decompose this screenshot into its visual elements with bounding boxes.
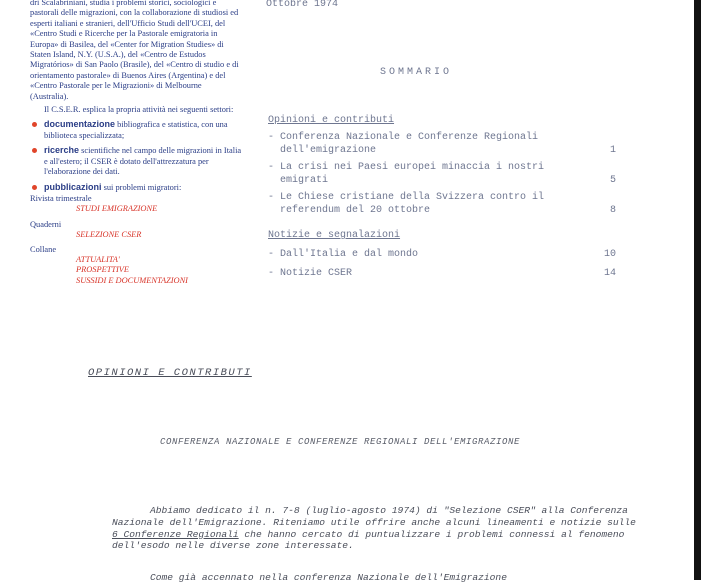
section-title: OPINIONI E CONTRIBUTI bbox=[88, 367, 252, 379]
issue-date: Ottobre 1974 bbox=[266, 0, 339, 10]
publication-collane bbox=[30, 245, 242, 255]
toc-entry-title: La crisi nei Paesi europei minaccia i nostri emigrati bbox=[280, 162, 545, 186]
toc-page-number: 10 bbox=[603, 249, 616, 260]
bullet-ricerche bbox=[30, 145, 242, 177]
bullet-dot-icon bbox=[32, 122, 37, 127]
sommario-heading: SOMMARIO bbox=[380, 67, 453, 78]
cser-info-column bbox=[30, 0, 242, 286]
bullet-keyword: ricerche bbox=[44, 145, 80, 156]
publication-label: Rivista trimestrale bbox=[30, 193, 92, 203]
publication-item: ATTUALITA' bbox=[76, 254, 120, 264]
publication-label: Quaderni bbox=[30, 219, 62, 229]
bullet-text: sui problemi migratori: bbox=[101, 182, 182, 192]
toc-page-number: 14 bbox=[603, 268, 616, 279]
toc-entry-title: Le Chiese cristiane della Svizzera contro il referendum del 20 ottobre bbox=[280, 192, 545, 216]
toc-entry-title: Notizie CSER bbox=[280, 268, 353, 279]
publication-item: SUSSIDI E DOCUMENTAZIONI bbox=[76, 275, 188, 285]
toc-entry-title: Dall'Italia e dal mondo bbox=[280, 249, 419, 260]
toc-dash: - bbox=[268, 268, 275, 279]
publication-item: SELEZIONE CSER bbox=[76, 230, 142, 240]
bullet-dot-icon bbox=[32, 148, 37, 153]
bullet-text: scientifiche nel campo delle migrazioni in Italia e all'estero; il CSER è dotato dell'attrezzatura per l'elaborazione dei dati. bbox=[44, 146, 242, 177]
publication-collane-items bbox=[30, 255, 242, 286]
paragraph-underlined-text: 6 Conferenze Regionali bbox=[112, 528, 239, 540]
article-title: CONFERENZA NAZIONALE E CONFERENZE REGIONALI DELL'EMIGRAZIONE bbox=[160, 437, 521, 447]
toc-entry[interactable] bbox=[268, 267, 620, 280]
publication-quaderni-items bbox=[30, 230, 242, 240]
publication-item: PROSPETTIVE bbox=[76, 265, 130, 275]
paragraph-text: che hanno cercato di puntualizzare i problemi connessi al fenomeno dell'esodo nelle diverse zone interessate. bbox=[112, 528, 625, 552]
toc-dash: - bbox=[268, 192, 275, 203]
cser-activity-text: Il C.S.E.R. esplica la propria attività nei seguenti settori: bbox=[44, 105, 234, 115]
toc-entry-title: Conferenza Nazionale e Conferenze Regionali dell'emigrazione bbox=[280, 132, 539, 156]
publication-quaderni bbox=[30, 220, 242, 230]
cser-intro-text: dri Scalabriniani, studia i problemi storici, sociologici e pastorali delle migrazioni, con la collaborazione di studiosi ed esperti italiani e stranieri, dell'Ufficio Studi dell'UCEI, del «Centro Studi e Ricerche per la Pastorale emigratoria in Europa» di Basilea, del «Center for Migration Studies» di Staten Island, N.Y. (U.S.A.), del «Centro de Estudos Migratórios» di San Paolo (Brasile), del «Centro di studio e di orientamento pastorale» di Buenos Aires (Argentina) e del «Centro Pastorale per le Migrazioni» di Melbourne (Australia). bbox=[30, 0, 239, 101]
publication-rivista bbox=[30, 194, 242, 204]
toc-page-number: 8 bbox=[609, 205, 616, 216]
publication-rivista-items bbox=[30, 204, 242, 214]
toc-dash: - bbox=[268, 249, 275, 260]
publication-label: Collane bbox=[30, 244, 57, 254]
bullet-pubblicazioni bbox=[30, 182, 242, 193]
toc-section-heading: Opinioni e contributi bbox=[268, 115, 395, 126]
toc-entry[interactable] bbox=[268, 248, 620, 261]
toc-page-number: 1 bbox=[609, 145, 616, 156]
article-paragraph bbox=[112, 505, 642, 552]
toc-page-number: 5 bbox=[609, 175, 616, 186]
table-of-contents bbox=[268, 114, 620, 280]
toc-dash: - bbox=[268, 162, 275, 173]
page-edge bbox=[694, 0, 701, 580]
bullet-keyword: pubblicazioni bbox=[44, 181, 102, 192]
article-paragraph-cut: Come già accennato nella conferenza Nazionale dell'Emigrazione bbox=[150, 572, 507, 583]
bullet-dot-icon bbox=[32, 185, 37, 190]
bullet-keyword: documentazione bbox=[44, 119, 116, 130]
bullet-documentazione bbox=[30, 119, 242, 141]
bullet-text: bibliografica e statistica, con una biblioteca specializzata; bbox=[44, 120, 228, 140]
publication-item: STUDI EMIGRAZIONE bbox=[76, 204, 158, 214]
toc-entry[interactable] bbox=[268, 161, 620, 187]
toc-entry[interactable] bbox=[268, 131, 620, 157]
toc-dash: - bbox=[268, 132, 275, 143]
toc-entry[interactable] bbox=[268, 191, 620, 217]
paragraph-text: Abbiamo dedicato il n. 7-8 (luglio-agosto 1974) di "Selezione CSER" alla Conferenza Nazionale dell'Emigrazione. Riteniamo utile offrire anche alcuni lineamenti e notizie sulle bbox=[112, 505, 636, 528]
toc-section-heading: Notizie e segnalazioni bbox=[268, 230, 401, 241]
